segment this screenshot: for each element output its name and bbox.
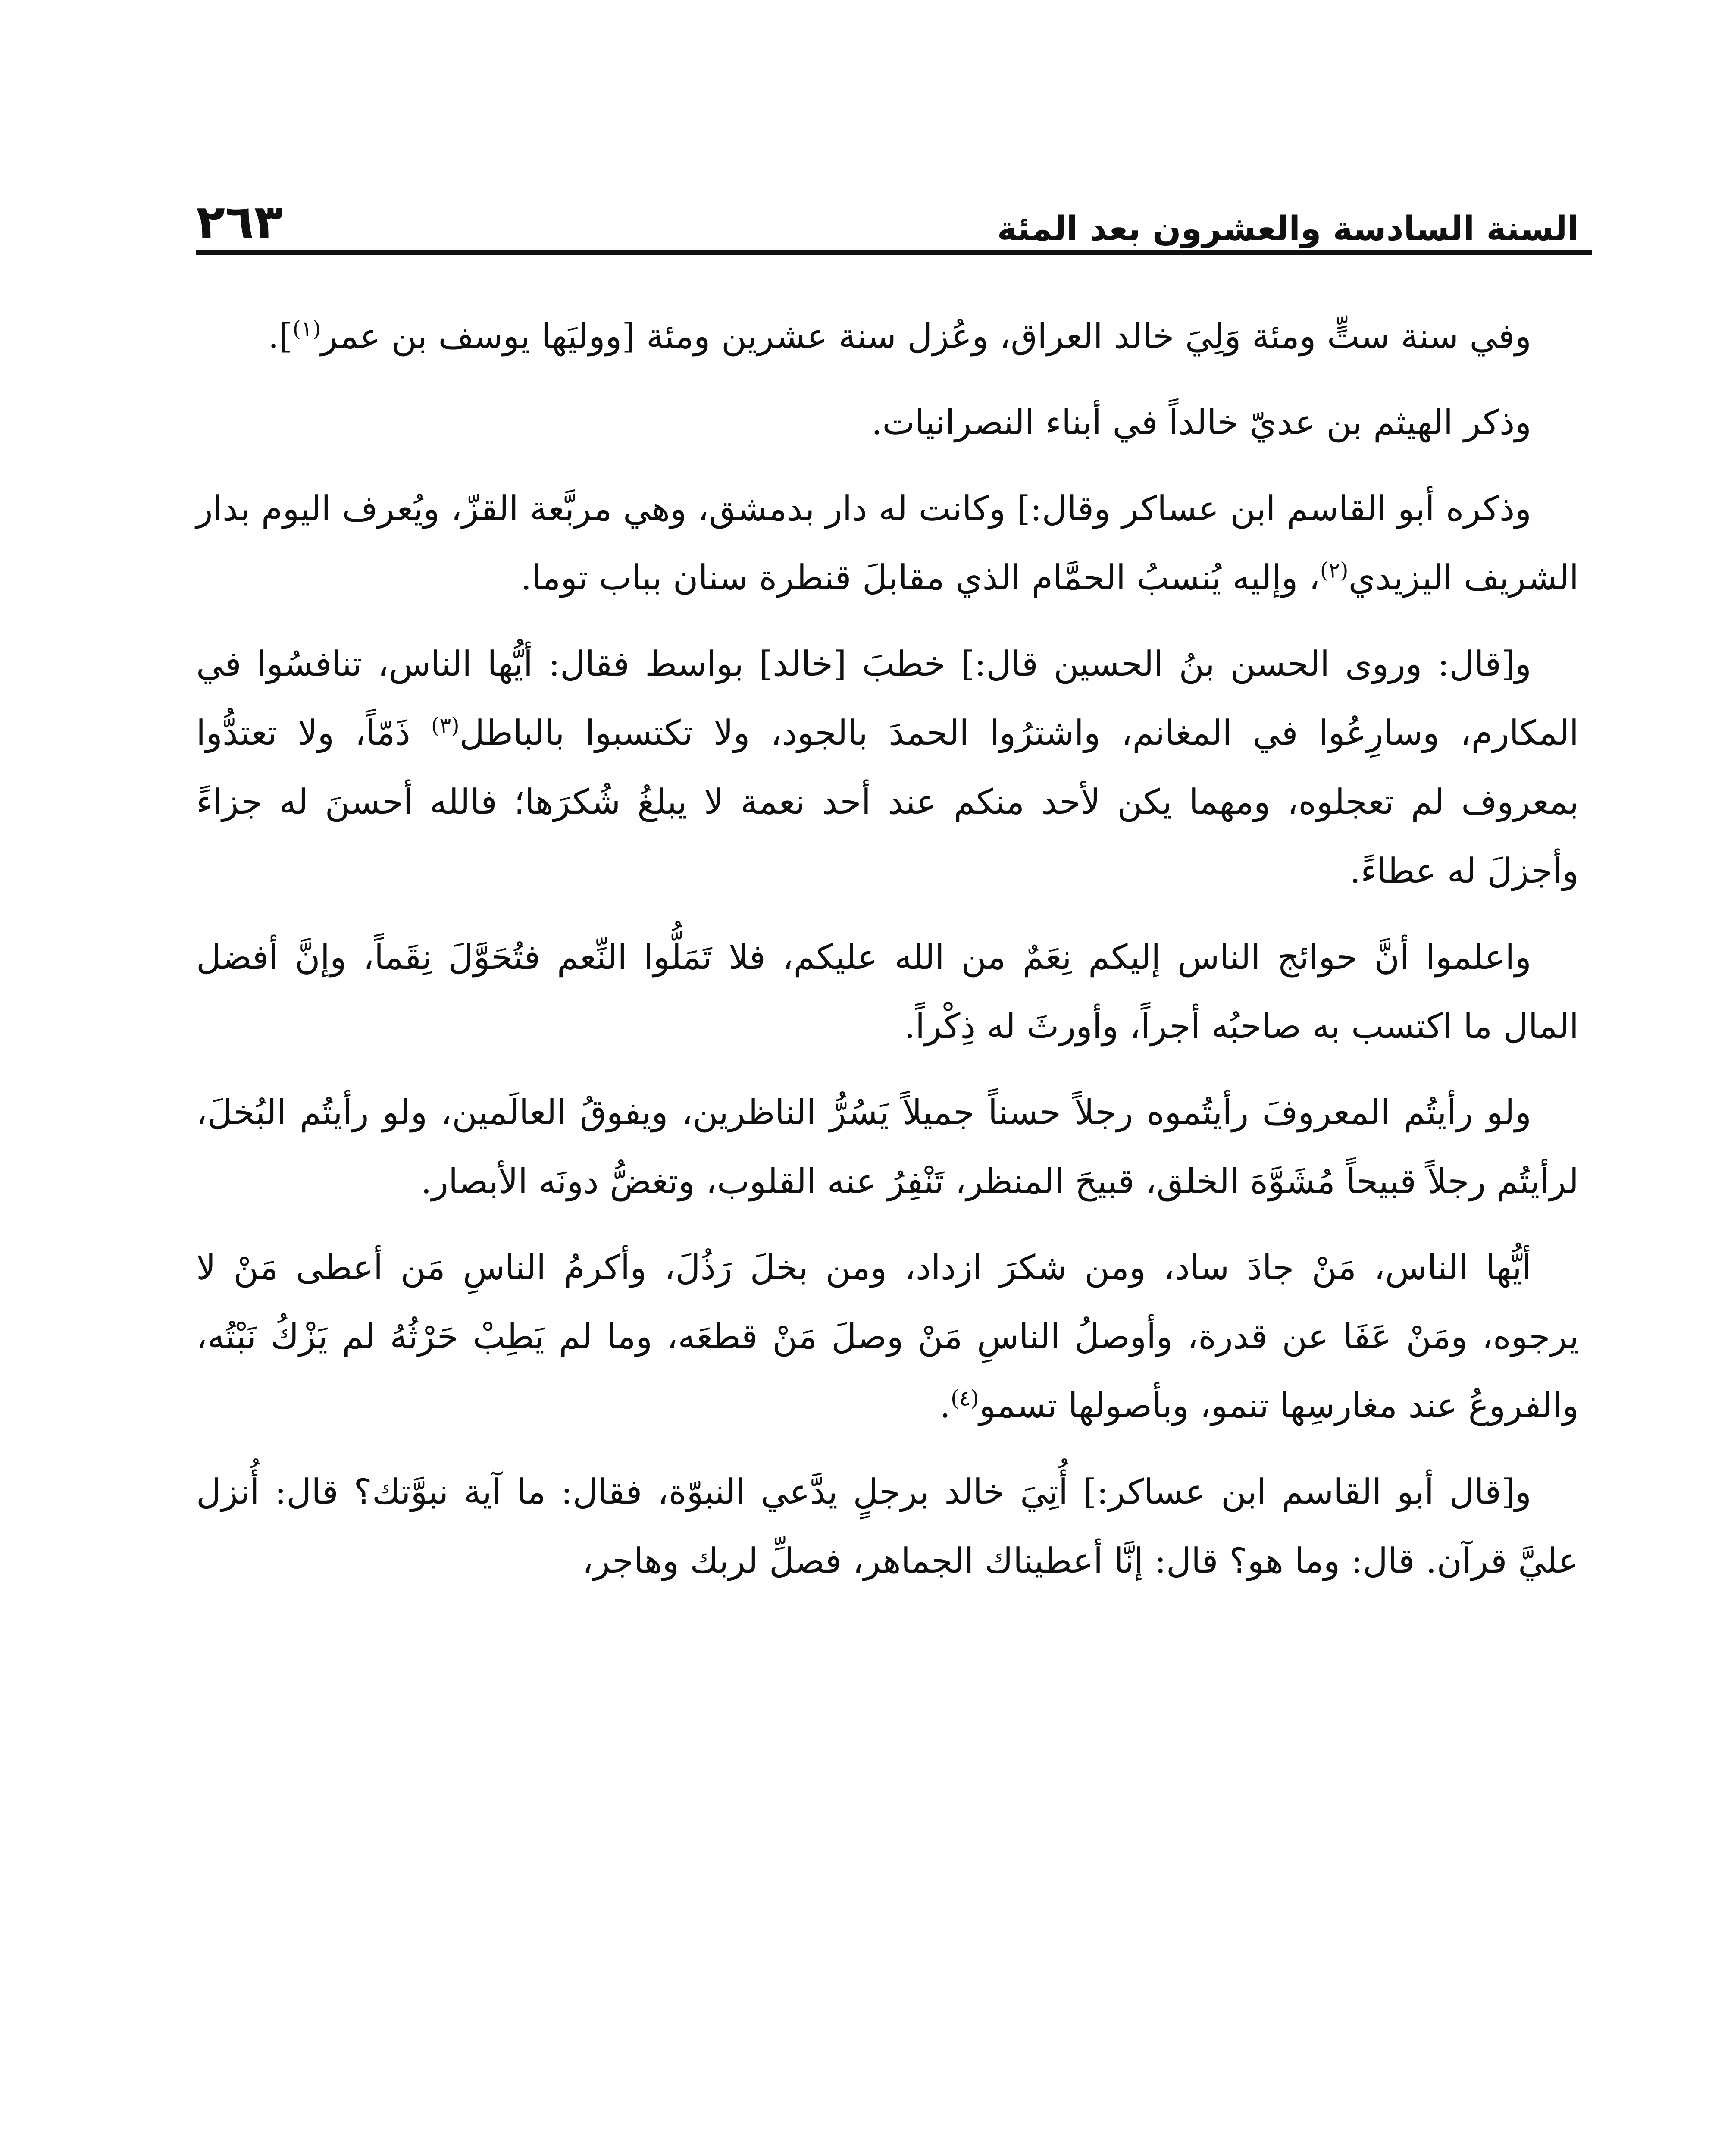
paragraph-8: و[قال أبو القاسم ابن عساكر:] أُتِيَ خالد برجلٍ يدَّعي النبوّة، فقال: ما آية نبوَّتك؟ قال: أُنزل عليَّ قرآن. قال: وما هو؟ قال: إنَّا أعطيناك الجماهر، فصلِّ لربك وهاجر، xyxy=(196,1472,1579,1581)
header-divider xyxy=(196,250,1592,255)
footnote-ref-1: (١) xyxy=(292,316,321,342)
paragraph-3: وذكره أبو القاسم ابن عساكر وقال:] وكانت له دار بدمشق، وهي مربَّعة القزّ، ويُعرف اليوم بدار الشريف اليزيدي$^{(٢)}$، وإليه يُنسبُ الحمَّام الذي مقابلَ قنطرة سنان بباب توما. xyxy=(196,489,1579,598)
paragraph-5: واعلموا أنَّ حوائج الناس إليكم نِعَمٌ من الله عليكم، فلا تَمَلُّوا النِّعم فتُحَوَّلَ نِقَماً، وإنَّ أفضل المال ما اكتسب به صاحبُه أجراً، وأورثَ له ذِكْراً. xyxy=(196,937,1579,1046)
paragraph-1: وفي سنة ستٍّ ومئة وَلِيَ خالد العراق، وعُزل سنة عشرين ومئة [ووليَها يوسف بن عمر$^{(١)}$]. xyxy=(268,316,1531,356)
footnote-ref-2: (٢) xyxy=(1320,558,1349,583)
chapter-title: السنة السادسة والعشرون بعد المئة xyxy=(997,210,1579,248)
paragraph-6: ولو رأيتُم المعروفَ رأيتُموه رجلاً حسناً جميلاً يَسُرُّ الناظرين، ويفوقُ العالَمين، ولو رأيتُم البُخلَ، لرأيتُم رجلاً قبيحاً مُشَوَّهَ الخلق، قبيحَ المنظر، تَنْفِرُ عنه القلوب، وتغضُّ دونَه الأبصار. xyxy=(196,1092,1579,1201)
page-number: ٢٦٣ xyxy=(196,194,283,250)
paragraph-7: أيُّها الناس، مَنْ جادَ ساد، ومن شكرَ ازداد، ومن بخلَ رَذُلَ، وأكرمُ الناسِ مَن أعطى مَنْ لا يرجوه، ومَنْ عَفَا عن قدرة، وأوصلُ الناسِ مَنْ وصلَ مَنْ قطعَه، وما لم يَطِبْ حَرْثُهُ لم يَزْكُ نَبْتُه، والفروعُ عند مغارسِها تنمو، وبأصولها تسمو$^{(٤)}$. xyxy=(196,1247,1579,1426)
running-header xyxy=(196,181,1579,250)
paragraph-4: و[قال: وروى الحسن بنُ الحسين قال:] خطبَ [خالد] بواسط فقال: أيُّها الناس، تنافسُوا في المكارم، وسارِعُوا في المغانم، واشترُوا الحمدَ بالجود، ولا تكتسبوا بالباطل$^{(٣)}$ ذَمّاً، ولا تعتدُّوا بمعروف لم تعجلوه، ومهما يكن لأحد منكم عند أحد نعمة لا يبلغُ شُكرَها؛ فالله أحسنَ له جزاءً وأجزلَ له عطاءً. xyxy=(196,644,1579,891)
footnote-ref-4: (٤) xyxy=(950,1385,979,1411)
footnote-ref-3: (٣) xyxy=(431,713,460,738)
paragraph-2: وذكر الهيثم بن عديّ خالداً في أبناء النصرانيات. xyxy=(871,402,1531,442)
main-text xyxy=(196,302,1579,1613)
